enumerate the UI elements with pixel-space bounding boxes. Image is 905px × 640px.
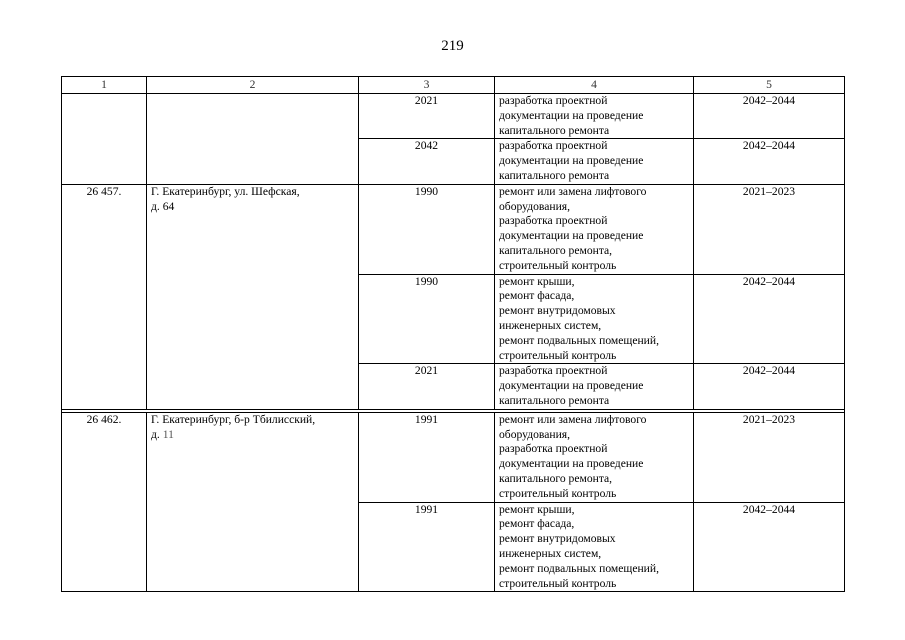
table-row: [62, 184, 845, 274]
row-number-cell: [62, 94, 147, 185]
work-line: оборудования,: [499, 199, 571, 213]
work-line: разработка проектной: [499, 94, 608, 107]
work-type-cell: [495, 139, 694, 184]
work-line: ремонт подвальных помещений,: [499, 561, 659, 575]
table-row: [62, 94, 845, 139]
work-line: ремонт или замена лифтового: [499, 412, 647, 426]
work-line: ремонт крыши,: [499, 274, 575, 288]
build-year-cell: 1990: [359, 184, 495, 274]
work-line: капитального ремонта: [499, 393, 610, 407]
work-line: капитального ремонта,: [499, 471, 613, 485]
build-year-cell: 2021: [359, 364, 495, 409]
work-line: строительный контроль: [499, 576, 617, 590]
column-header-1: 1: [62, 77, 147, 94]
work-type-cell: [495, 364, 694, 409]
work-line: капитального ремонта,: [499, 243, 613, 257]
table-header-row: [62, 77, 845, 94]
period-cell: 2042–2044: [694, 502, 845, 592]
work-type-cell: [495, 94, 694, 139]
address-line: д. 64: [151, 199, 175, 213]
period-cell: 2042–2044: [694, 364, 845, 409]
period-cell: 2021–2023: [694, 412, 845, 502]
period-cell: 2042–2044: [694, 274, 845, 364]
work-line: разработка проектной: [499, 139, 608, 153]
build-year-cell: 2042: [359, 139, 495, 184]
row-number-cell: 26 457.: [62, 184, 147, 409]
column-header-5: 5: [694, 77, 845, 94]
build-year-cell: 1990: [359, 274, 495, 364]
build-year-cell: 1991: [359, 502, 495, 592]
address-cell: [147, 412, 359, 592]
work-line: разработка проектной: [499, 214, 608, 228]
work-line: ремонт фасада,: [499, 289, 575, 303]
address-cell: [147, 94, 359, 185]
work-line: документации на проведение: [499, 457, 644, 471]
work-line: оборудования,: [499, 427, 571, 441]
build-year-cell: 1991: [359, 412, 495, 502]
build-year-cell: 2021: [359, 94, 495, 139]
work-line: документации на проведение: [499, 154, 644, 168]
work-line: капитального ремонта: [499, 168, 610, 182]
work-line: строительный контроль: [499, 486, 617, 500]
work-line: разработка проектной: [499, 364, 608, 378]
work-line: ремонт крыши,: [499, 502, 575, 516]
row-number-cell: 26 462.: [62, 412, 147, 592]
address-line: Г. Екатеринбург, ул. Шефская,: [151, 184, 300, 198]
work-line: ремонт внутридомовых: [499, 532, 616, 546]
period-cell: 2042–2044: [694, 94, 845, 139]
column-header-3: 3: [359, 77, 495, 94]
work-line: инженерных систем,: [499, 546, 602, 560]
work-line: документации на проведение: [499, 108, 644, 122]
work-line: строительный контроль: [499, 348, 617, 362]
address-line: Г. Екатеринбург, б-р Тбилисский,: [151, 412, 316, 426]
work-line: строительный контроль: [499, 258, 617, 272]
work-line: разработка проектной: [499, 442, 608, 456]
work-line: ремонт внутридомовых: [499, 304, 616, 318]
table-row: [62, 412, 845, 502]
work-type-cell: [495, 502, 694, 592]
address-house-prefix: д.: [151, 427, 163, 441]
work-type-cell: [495, 184, 694, 274]
work-line: документации на проведение: [499, 229, 644, 243]
work-line: ремонт подвальных помещений,: [499, 333, 659, 347]
address-house-number: 11: [162, 427, 174, 441]
address-cell: [147, 184, 359, 409]
address-line: [151, 428, 354, 443]
repair-schedule-table: [61, 76, 845, 592]
work-type-cell: [495, 412, 694, 502]
work-line: ремонт или замена лифтового: [499, 184, 647, 198]
period-cell: 2021–2023: [694, 184, 845, 274]
work-line: ремонт фасада,: [499, 517, 575, 531]
work-line: инженерных систем,: [499, 318, 602, 332]
column-header-4: 4: [495, 77, 694, 94]
period-cell: 2042–2044: [694, 139, 845, 184]
page-number: 219: [441, 38, 464, 54]
work-line: документации на проведение: [499, 379, 644, 393]
column-header-2: 2: [147, 77, 359, 94]
work-line: капитального ремонта: [499, 123, 610, 137]
work-type-cell: [495, 274, 694, 364]
